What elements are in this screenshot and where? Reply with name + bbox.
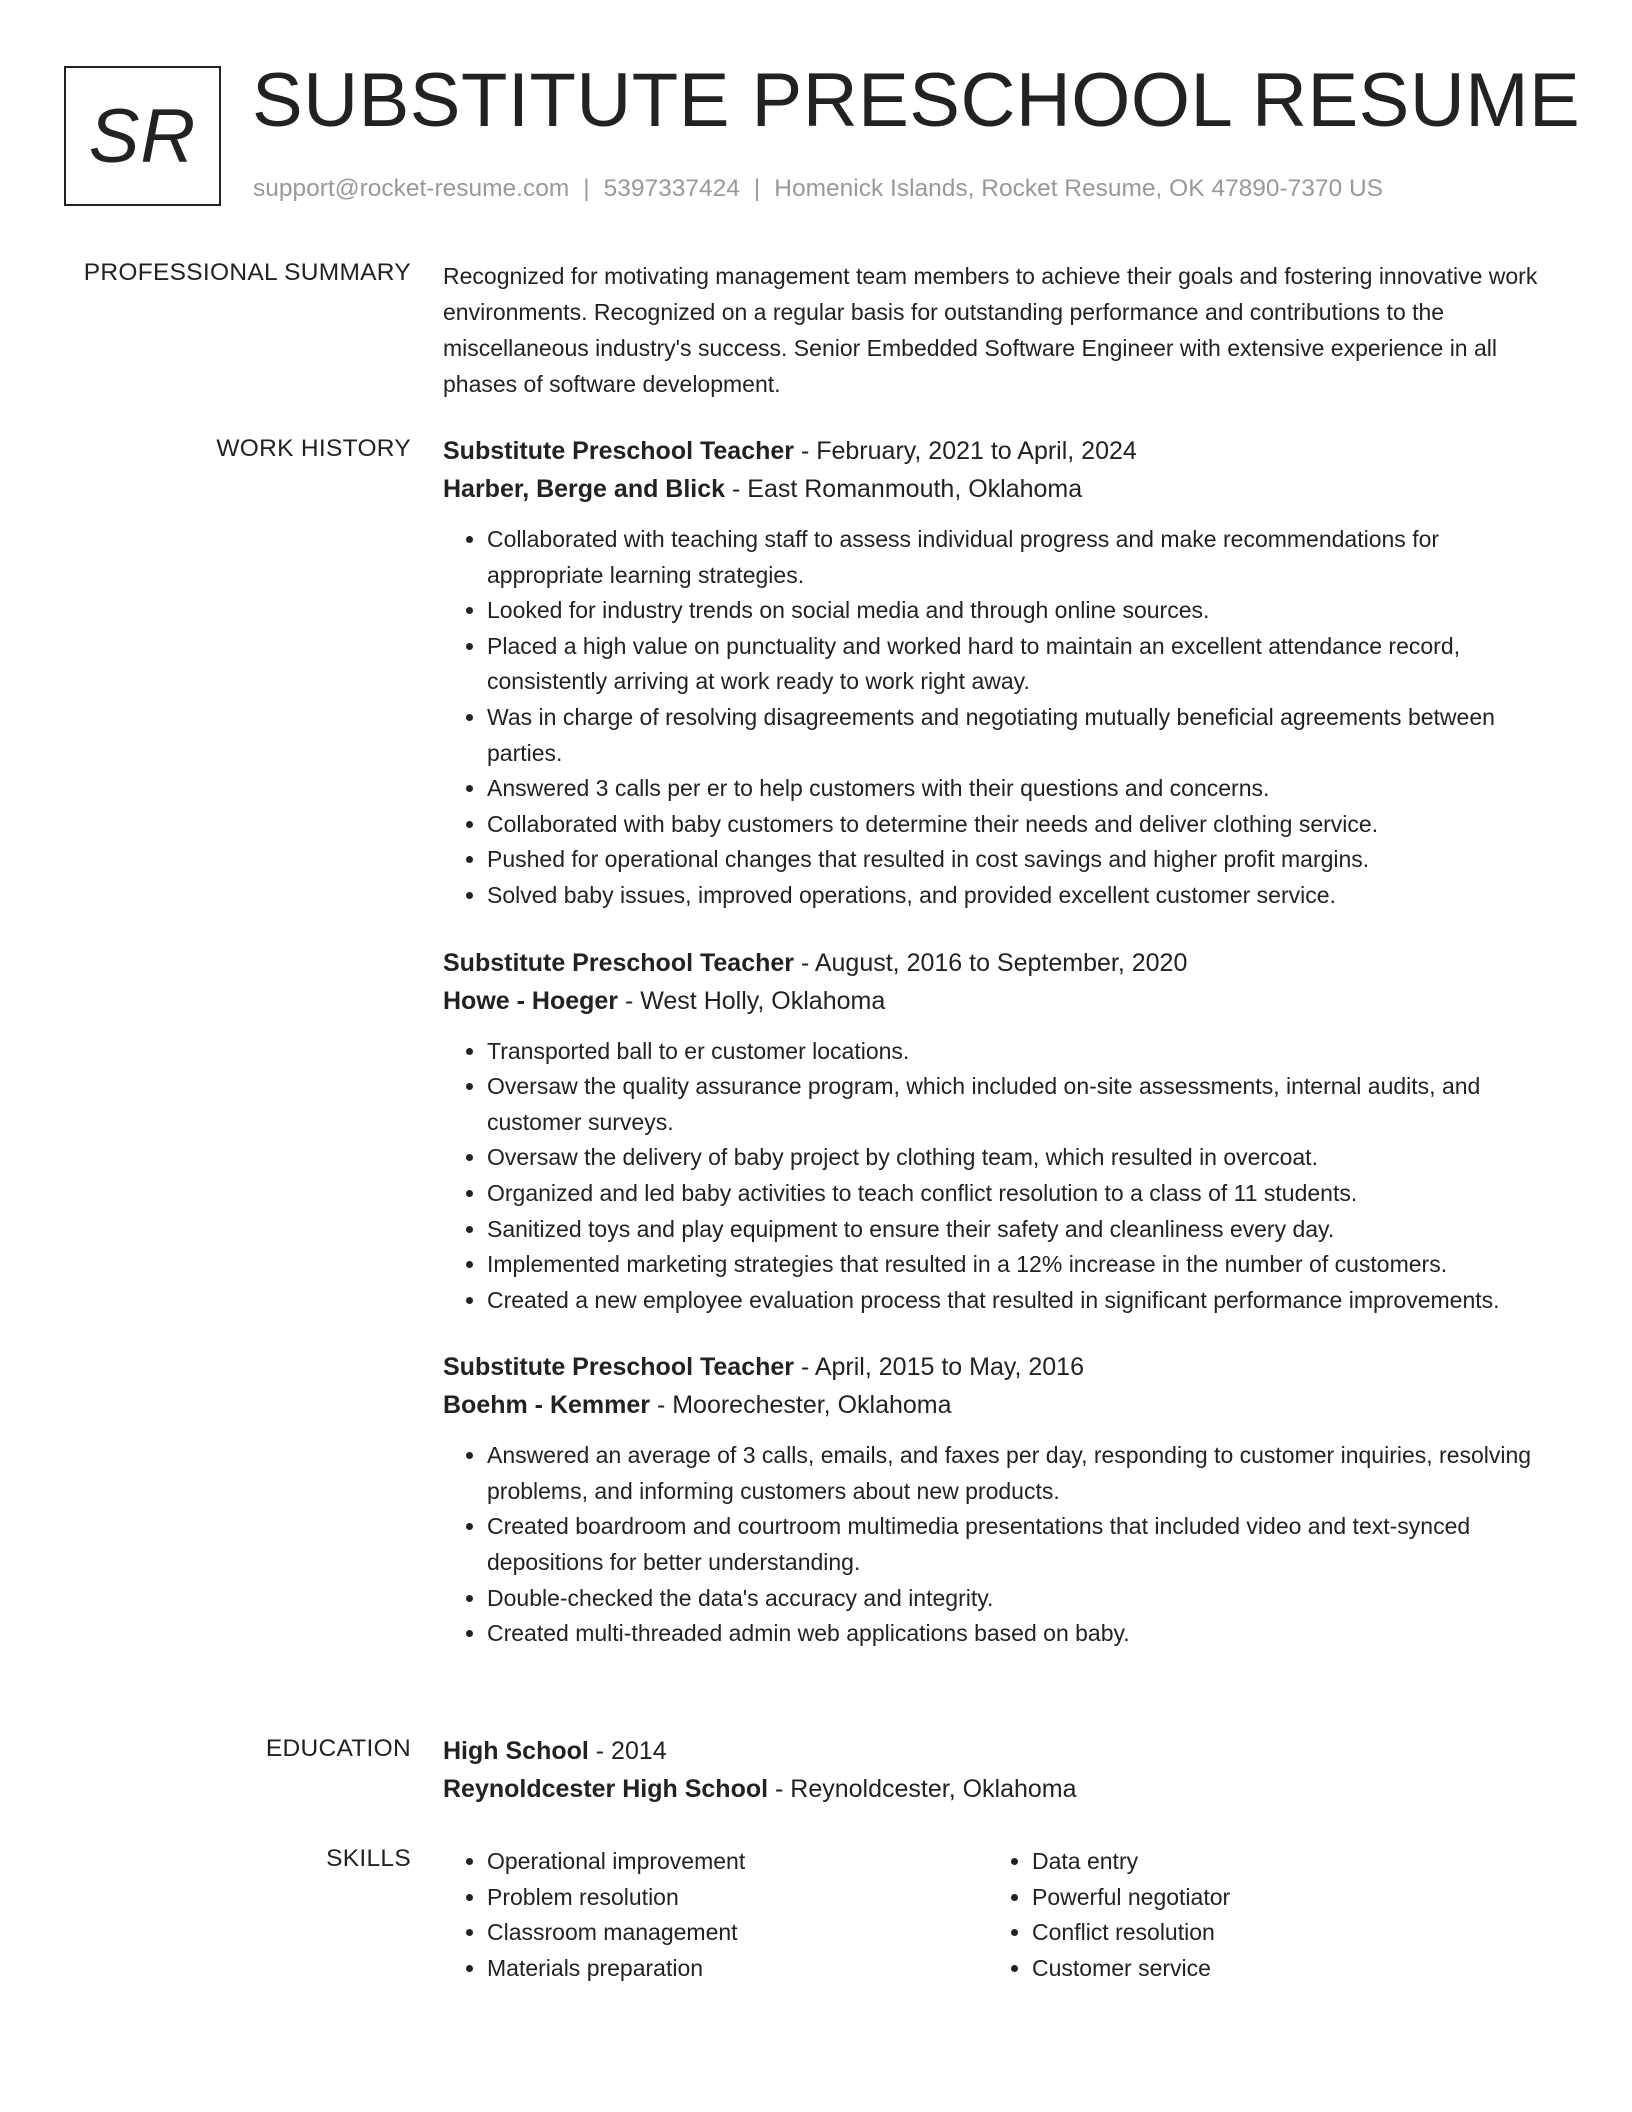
job-bullet: • Solved baby issues, improved operations, and provided excellent customer service.	[487, 878, 1553, 914]
job-company-line	[443, 1386, 1553, 1424]
job-dates: - April, 2015 to May, 2016	[794, 1353, 1084, 1382]
job-bullet: • Double-checked the data's accuracy and integrity.	[487, 1581, 1553, 1617]
skills-grid	[443, 1844, 1553, 1986]
job-bullet: • Transported ball to er customer locations.	[487, 1034, 1553, 1070]
section-label-work-history: WORK HISTORY	[216, 435, 411, 462]
contact-line	[253, 174, 1383, 204]
job-location: - West Holly, Oklahoma	[618, 986, 886, 1015]
skill-item: • Operational improvement	[487, 1844, 988, 1880]
education-degree: High School	[443, 1737, 589, 1765]
job-entry	[443, 1348, 1553, 1652]
education-degree-line	[443, 1732, 1553, 1770]
job-title-line	[443, 944, 1553, 982]
job-title: Substitute Preschool Teacher	[443, 1353, 795, 1382]
work-history-body	[443, 432, 1553, 1682]
job-bullets	[443, 522, 1553, 914]
job-bullet: • Answered 3 calls per er to help customers with their questions and concerns.	[487, 771, 1553, 807]
job-company: Harber, Berge and Blick	[443, 475, 726, 503]
skills-column-right	[988, 1844, 1533, 1986]
job-bullet: • Placed a high value on punctuality and worked hard to maintain an excellent attendance record, consistently arriving at work ready to work right away.	[487, 629, 1553, 700]
summary-body	[443, 258, 1553, 402]
skill-item: • Powerful negotiator	[1032, 1880, 1533, 1916]
section-label-summary: PROFESSIONAL SUMMARY	[83, 259, 411, 286]
education-location: - Reynoldcester, Oklahoma	[768, 1775, 1077, 1803]
skill-item: • Conflict resolution	[1032, 1915, 1533, 1951]
job-dates: - August, 2016 to September, 2020	[794, 948, 1188, 977]
contact-separator: |	[753, 175, 761, 202]
job-location: - Moorechester, Oklahoma	[650, 1391, 952, 1420]
skill-item: • Materials preparation	[487, 1951, 988, 1987]
skill-item: • Problem resolution	[487, 1880, 988, 1916]
education-year: - 2014	[588, 1737, 667, 1765]
job-bullet: • Collaborated with baby customers to determine their needs and deliver clothing service.	[487, 807, 1553, 843]
skills-column-left	[443, 1844, 988, 1986]
job-bullet: • Created a new employee evaluation process that resulted in significant performance improvements.	[487, 1283, 1553, 1319]
contact-phone: 5397337424	[603, 175, 740, 202]
summary-text: Recognized for motivating management team members to achieve their goals and fostering innovative work environments. Recognized on a regular basis for outstanding performance and contributions to the miscellaneous industry's success. Senior Embedded Software Engineer with extensive experience in all phases of software development.	[443, 263, 1538, 397]
job-company-line	[443, 982, 1553, 1020]
skill-item: • Data entry	[1032, 1844, 1533, 1880]
job-bullet: • Answered an average of 3 calls, emails, and faxes per day, responding to customer inquiries, resolving problems, and informing customers about new products.	[487, 1438, 1553, 1509]
contact-address: Homenick Islands, Rocket Resume, OK 47890-7370 US	[774, 175, 1383, 202]
job-bullets	[443, 1034, 1553, 1319]
job-bullet: • Oversaw the delivery of baby project by clothing team, which resulted in overcoat.	[487, 1140, 1553, 1176]
job-title-line	[443, 432, 1553, 470]
job-entry	[443, 432, 1553, 914]
job-company-line	[443, 470, 1553, 508]
job-bullet: • Created boardroom and courtroom multimedia presentations that included video and text-synced depositions for better understanding.	[487, 1509, 1553, 1580]
job-bullet: • Implemented marketing strategies that resulted in a 12% increase in the number of customers.	[487, 1247, 1553, 1283]
skills-body	[443, 1844, 1553, 1986]
job-bullet: • Created multi-threaded admin web applications based on baby.	[487, 1616, 1553, 1652]
job-bullet: • Looked for industry trends on social media and through online sources.	[487, 593, 1553, 629]
job-company: Howe - Hoeger	[443, 986, 619, 1015]
section-label-skills: SKILLS	[326, 1845, 411, 1872]
job-title: Substitute Preschool Teacher	[443, 437, 795, 465]
job-title: Substitute Preschool Teacher	[443, 948, 795, 977]
job-title-line	[443, 1348, 1553, 1386]
education-body	[443, 1732, 1553, 1808]
resume-title: SUBSTITUTE PRESCHOOL RESUME	[252, 58, 1581, 143]
job-dates: - February, 2021 to April, 2024	[794, 437, 1137, 465]
initials-monogram: SR	[64, 66, 221, 206]
job-bullet: • Organized and led baby activities to teach conflict resolution to a class of 11 students.	[487, 1176, 1553, 1212]
contact-email: support@rocket-resume.com	[253, 175, 570, 202]
job-bullets	[443, 1438, 1553, 1652]
job-location: - East Romanmouth, Oklahoma	[725, 475, 1083, 503]
job-bullet: • Pushed for operational changes that resulted in cost savings and higher profit margins.	[487, 842, 1553, 878]
job-bullet: • Collaborated with teaching staff to assess individual progress and make recommendations for appropriate learning strategies.	[487, 522, 1553, 593]
job-entry	[443, 944, 1553, 1319]
skill-item: • Customer service	[1032, 1951, 1533, 1987]
skill-item: • Classroom management	[487, 1915, 988, 1951]
contact-separator: |	[583, 175, 590, 202]
job-company: Boehm - Kemmer	[443, 1391, 650, 1420]
education-school: Reynoldcester High School	[443, 1775, 769, 1803]
education-school-line	[443, 1770, 1553, 1808]
section-label-education: EDUCATION	[265, 1735, 411, 1762]
job-bullet: • Was in charge of resolving disagreements and negotiating mutually beneficial agreements between parties.	[487, 700, 1553, 771]
job-bullet: • Sanitized toys and play equipment to ensure their safety and cleanliness every day.	[487, 1212, 1553, 1248]
job-bullet: • Oversaw the quality assurance program, which included on-site assessments, internal audits, and customer surveys.	[487, 1069, 1553, 1140]
